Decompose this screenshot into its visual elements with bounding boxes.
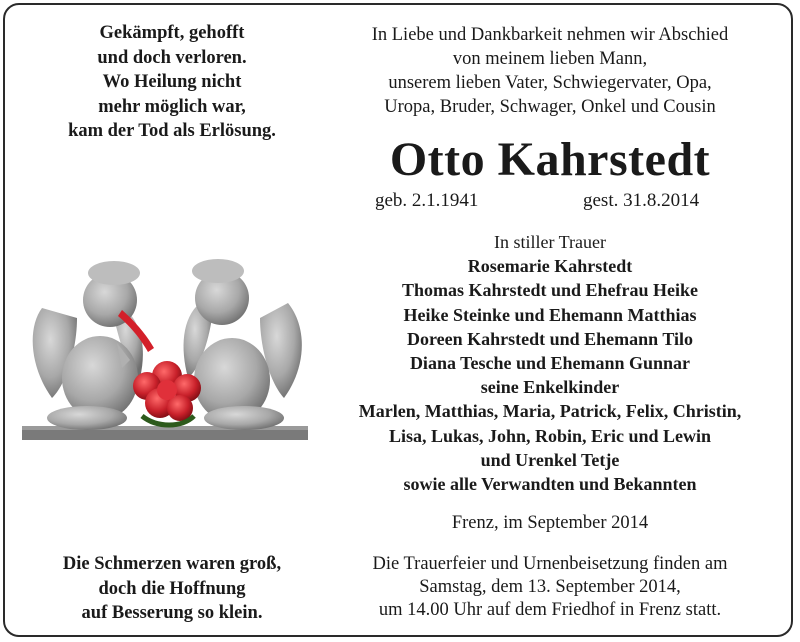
mourners-list (322, 230, 778, 496)
intro-line: unserem lieben Vater, Schwiegervater, Opa, (388, 73, 712, 93)
mourner-line: Rosemarie Kahrstedt (467, 256, 633, 277)
ceremony-info (322, 553, 778, 622)
mourner-line: seine Enkelkinder (480, 377, 620, 398)
angels-image (22, 248, 308, 442)
motto-line: und doch verloren. (97, 47, 247, 68)
intro-line: von meinem lieben Mann, (452, 49, 648, 69)
mourner-line: und Urenkel Tetje (480, 449, 620, 470)
ceremony-line: Samstag, dem 13. September 2014, (419, 577, 681, 597)
motto-line: Wo Heilung nicht (102, 72, 242, 92)
motto-line: Die Schmerzen waren groß, (62, 554, 282, 574)
death-date: gest. 31.8.2014 (583, 190, 700, 211)
deceased-name: Otto Kahrstedt (389, 133, 711, 186)
place-date: Frenz, im September 2014 (451, 513, 649, 533)
ceremony-line: um 14.00 Uhr auf dem Friedhof in Frenz statt. (378, 600, 722, 620)
mourner-line: Heike Steinke und Ehemann Matthias (403, 304, 697, 325)
motto-line: auf Besserung so klein. (81, 603, 263, 623)
intro-line: Uropa, Bruder, Schwager, Onkel und Cousin (384, 97, 716, 117)
mourner-line: Doreen Kahrstedt und Ehemann Tilo (406, 328, 694, 349)
motto-line: Gekämpft, gehofft (99, 23, 245, 43)
left-angel (33, 261, 143, 430)
motto-line: doch die Hoffnung (98, 578, 246, 599)
mourner-line: Diana Tesche und Ehemann Gunnar (409, 353, 691, 374)
intro-line: In Liebe und Dankbarkeit nehmen wir Abschied (371, 25, 729, 45)
mourners-heading: In stiller Trauer (494, 232, 606, 252)
farewell-intro (322, 23, 778, 119)
ceremony-line: Die Trauerfeier und Urnenbeisetzung finden am (372, 554, 728, 574)
birth-date: geb. 2.1.1941 (375, 190, 479, 211)
mourner-line: Marlen, Matthias, Maria, Patrick, Felix, Christin, (358, 401, 742, 422)
mourner-line: Thomas Kahrstedt und Ehefrau Heike (401, 280, 699, 301)
motto-top (22, 21, 322, 144)
right-angel (184, 259, 302, 430)
mourner-line: Lisa, Lukas, John, Robin, Eric und Lewin (388, 425, 712, 446)
motto-line: kam der Tod als Erlösung. (68, 121, 276, 141)
motto-line: mehr möglich war, (98, 96, 246, 117)
motto-bottom (22, 552, 322, 626)
mourner-line: sowie alle Verwandten und Bekannten (403, 474, 697, 495)
